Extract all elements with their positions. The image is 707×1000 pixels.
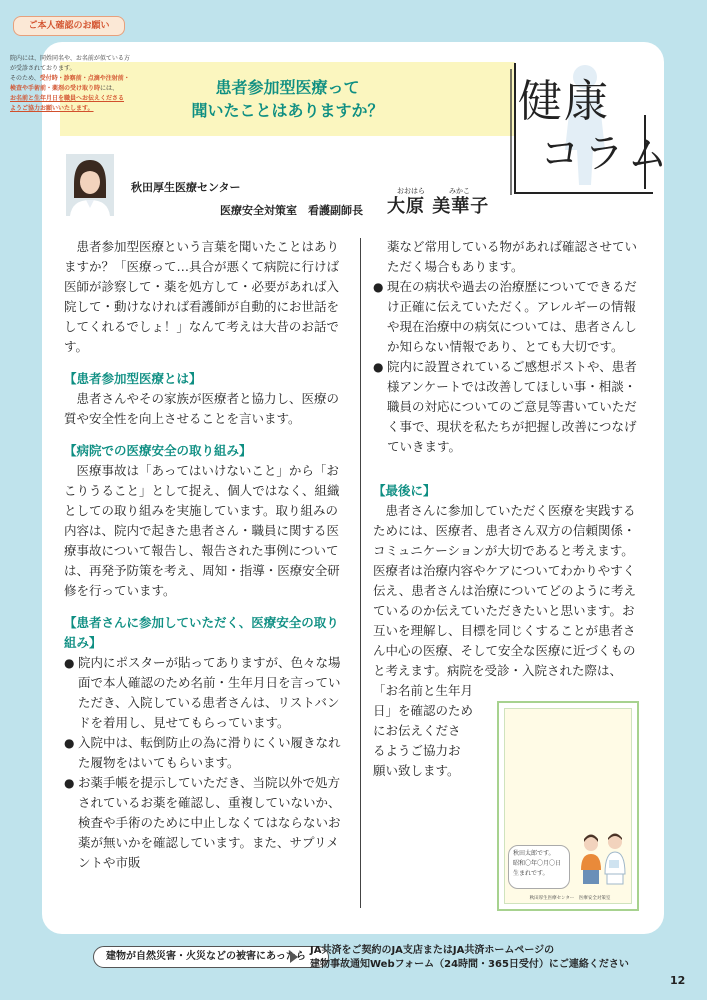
bullet-identity-check: ● 院内にポスターが貼ってありますが、色々な場面で本人確認のため名前・生年月日を言っていただき、入院している患者さんは、リストバンドを着用し、見せてもらっています。	[64, 653, 347, 733]
notice-line-6: ようご協力お願いいたします。	[10, 105, 94, 112]
author-photo	[66, 154, 114, 216]
author-organization: 秋田厚生医療センター	[131, 181, 241, 194]
bullet-medication-continued: 薬など常用している物があれば確認させていただく場合もあります。	[387, 239, 638, 274]
conclusion-line-3: にお伝えくださ	[373, 723, 461, 738]
notice-line-3-highlight: 受付時・診察前・点滴や注射前・	[39, 75, 130, 82]
notice-line-1: 院内には、同姓同名や、お名前が似ている方	[10, 55, 130, 62]
author-ruby-family: おおはら	[397, 187, 425, 195]
title-line-2: 聞いたことはありますか？	[191, 101, 384, 120]
notice-body	[10, 54, 130, 114]
intro-paragraph: 患者参加型医療という言葉を聞いたことはありますか？「医療って…具合が悪くて病院に行けば医師が診察して・薬を処方して・必要があれば入院して・動けなければ看護師が自動的にお世話をしてくれるでしょ！」なんて考えは大昔のお話です。	[64, 239, 340, 354]
section-heading-definition: 【患者参加型医療とは】	[64, 371, 202, 386]
author-name: 大原 美華子	[387, 196, 490, 217]
notice-footer: 秋田厚生医療センター 医療安全対策室	[529, 896, 611, 901]
conclusion-line-4: るようご協力お	[373, 743, 461, 758]
notice-line-3-prefix: そのため、	[10, 75, 40, 82]
column-divider	[360, 238, 361, 908]
bubble-line-1: 秋田太郎です。	[513, 850, 555, 857]
conclusion-line-2: 日」を確認のため	[373, 703, 474, 718]
bubble-line-2: 昭和〇年〇月〇日	[513, 860, 562, 867]
notice-title: ご本人確認のお願い	[13, 16, 125, 36]
notice-line-5: お名前と生年月日を職員へお伝えくださる	[10, 95, 125, 102]
notice-line-4-highlight: 検査や手術前・薬剤の受け取り時	[10, 85, 101, 92]
author-department: 医療安全対策室 看護副師長	[220, 204, 363, 217]
page-number: 12	[670, 974, 686, 987]
badge-title-top: 健康	[518, 76, 610, 127]
conclusion-line-1: 「お名前と生年月	[373, 683, 474, 698]
notice-line-4-suffix: には、	[100, 85, 119, 92]
section-heading-conclusion: 【最後に】	[373, 483, 436, 498]
title-line-1: 患者参加型医療って	[215, 78, 360, 97]
author-portrait-icon	[66, 154, 114, 216]
notice-line-4	[10, 84, 130, 94]
notice-line-3	[10, 74, 130, 84]
disaster-label: 建物が自然災害・火災などの被害にあったら	[93, 946, 329, 968]
notice-speech-bubble	[508, 845, 570, 889]
author-ruby-given: みかこ	[449, 187, 470, 195]
contact-line-2: 建物事故通知Webフォーム（24時間・365日受付）にご連絡ください	[310, 959, 629, 970]
arrow-right-icon	[290, 951, 298, 963]
left-column	[64, 237, 347, 873]
section-heading-patient-participation: 【患者さんに参加していただく、医療安全の取り組み】	[64, 615, 339, 650]
section-heading-hospital-safety: 【病院での医療安全の取り組み】	[64, 443, 252, 458]
right-column	[373, 237, 641, 781]
definition-paragraph: 患者さんやその家族が医療者と協力し、医療の質や安全性を向上させることを言います。	[64, 391, 340, 426]
notice-illustration	[575, 830, 631, 890]
conclusion-line-5: 願い致します。	[373, 763, 460, 778]
conclusion-paragraph: 患者さんに参加していただく医療を実践するためには、医療者、患者さん双方の信頼関係・コミュニケーションが大切であると考えます。医療者は治療内容やケアについてわかりやすく伝え、患者さんは治療についてどのように考えているのか伝えていただきたいと思います。お互いを理解し、目標を同じくすることが患者さん中心の医療、そして安全な医療に近づくものと考えます。病院を受診・入院された際は、	[373, 503, 637, 678]
hospital-safety-paragraph: 医療事故は「あってはいけないこと」から「おこりうること」として捉え、個人ではなく、組織としての取り組みを実施しています。取り組みの内容は、院内で起きた患者さん・職員に関する医療事故について報告し、報告された事例については、再発予防策を考え、周知・指導・医療安全研修を行っています。	[64, 463, 340, 598]
notice-line-2: が受診されております。	[10, 65, 76, 72]
bullet-medical-history: ● 現在の病状や過去の治療歴についてできるだけ正確に伝えていただく。アレルギーの情報や現在治療中の病気については、患者さんしか知らない情報であり、とても大切です。	[373, 277, 641, 357]
bullet-fall-prevention: ● 入院中は、転倒防止の為に滑りにくい履きなれた履物をはいてもらいます。	[64, 733, 347, 773]
bullet-medication-notebook: ● お薬手帳を提示していただき、当院以外で処方されているお薬を確認し、重複していないか、検査や手術のために中止しなくてはならないお薬が無いかを確認しています。また、サプリメントや市販	[64, 773, 347, 873]
bubble-line-3: 生まれです。	[513, 870, 549, 877]
contact-line-1: JA共済をご契約のJA支店またはJA共済ホームページの	[310, 945, 555, 956]
patient-and-nurse-icon	[575, 830, 631, 890]
contact-info	[310, 944, 629, 972]
badge-title-bottom: コラム	[540, 131, 672, 177]
bullet-feedback-box: ● 院内に設置されているご感想ポストや、患者様アンケートでは改善してほしい事・相談・職員の対応についてのご意見等書いていただく事で、現状を私たちが把握し改善につなげていきます。	[373, 357, 641, 457]
